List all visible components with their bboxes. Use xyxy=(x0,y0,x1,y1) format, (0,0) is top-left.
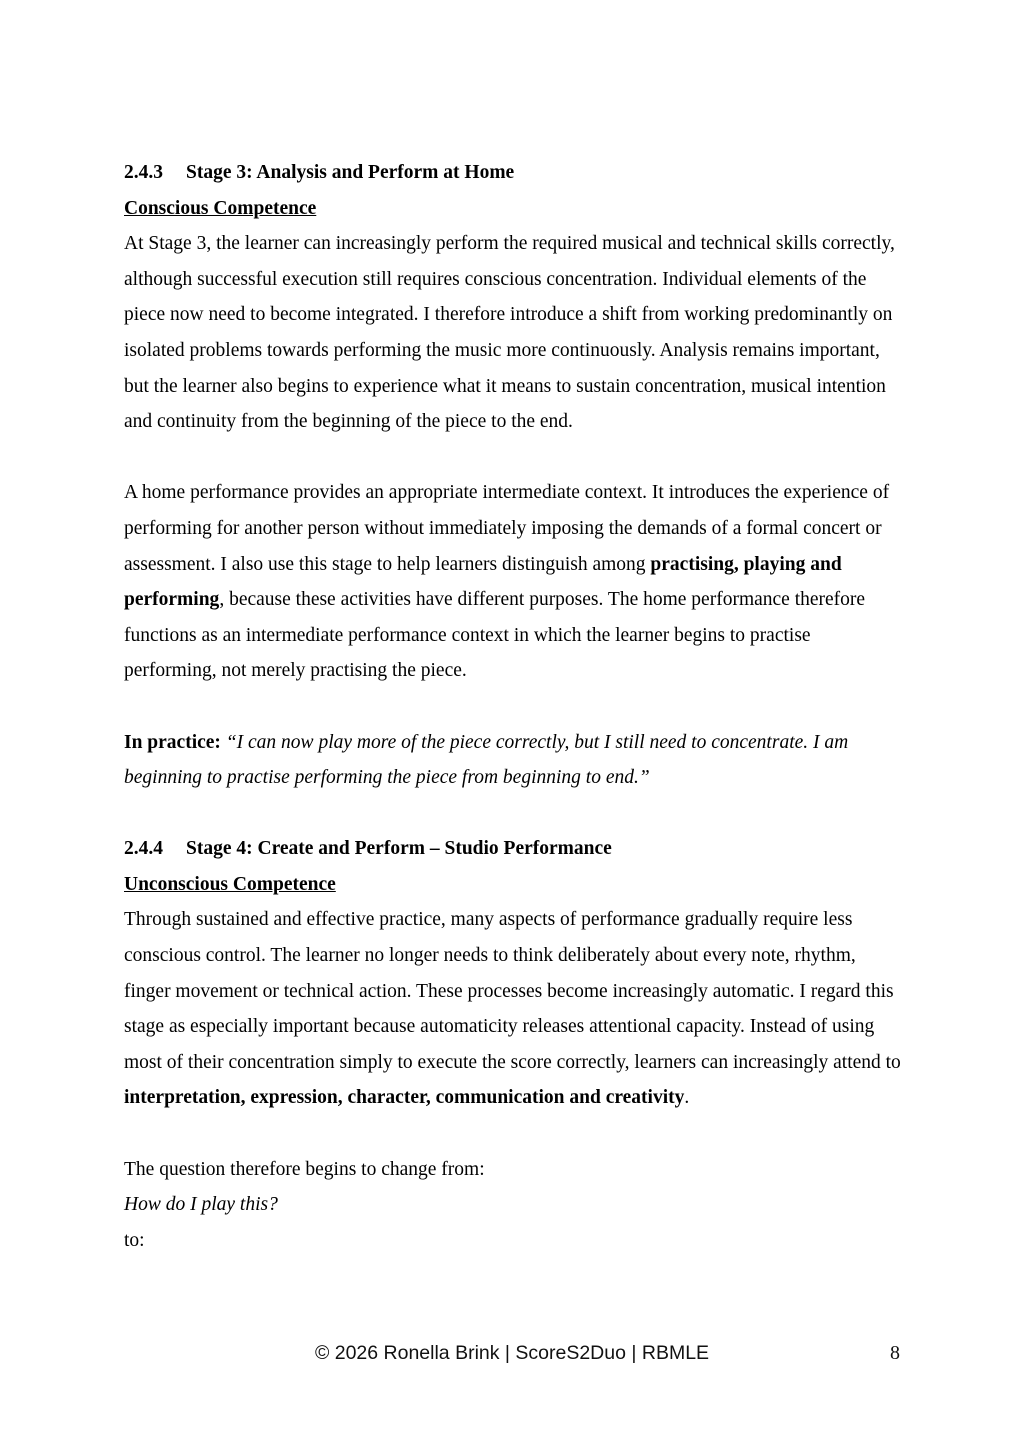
practice-label: In practice: xyxy=(124,731,221,753)
paragraph-gap xyxy=(124,689,904,725)
paragraph-home-performance xyxy=(124,475,904,689)
paragraph-stage3-intro: At Stage 3, the learner can increasingly perform the required musical and technical skills correctly, although successful execution still requires conscious concentration. Individual elements of the piece now need to become integrated. I therefore introduce a shift from working predominantly on isolated problems towards performing the music more continuously. Analysis remains important, but the learner also begins to experience what it means to sustain concentration, musical intention and continuity from the beginning of the piece to the end. xyxy=(124,233,895,433)
paragraph-text: Through sustained and effective practice, many aspects of performance gradually require less conscious control. The learner no longer needs to think deliberately about every note, rhythm, finger movement or technical action. These processes become increasingly automatic. I regard this stage as especially important because automaticity releases attentional capacity. Instead of using most of their concentration simply to execute the score correctly, learners can increasingly attend to xyxy=(124,909,901,1073)
question-italic: How do I play this? xyxy=(124,1194,278,1216)
paragraph-stage4-intro xyxy=(124,902,904,1116)
footer-copyright: © 2026 Ronella Brink | ScoreS2Duo | RBMLE xyxy=(314,1342,710,1364)
practice-quote: “I can now play more of the piece correctly, but I still need to concentrate. I am beginning to practise performing the piece from beginning to end.” xyxy=(124,731,849,789)
subheading-conscious-competence: Conscious Competence xyxy=(124,197,317,219)
paragraph-gap xyxy=(124,796,904,832)
document-body xyxy=(124,155,904,1258)
section-title: Stage 4: Create and Perform – Studio Performance xyxy=(186,838,612,860)
page-footer xyxy=(124,1338,900,1370)
section-title: Stage 3: Analysis and Perform at Home xyxy=(186,162,515,183)
bold-emphasis: interpretation, expression, character, communication and creativity xyxy=(124,1087,685,1109)
paragraph-gap xyxy=(124,1116,904,1152)
question-intro: The question therefore begins to change from: xyxy=(124,1158,485,1180)
paragraph-text: . xyxy=(684,1087,690,1109)
page-number: 8 xyxy=(890,1342,900,1364)
section-heading-2-4-3 xyxy=(124,155,904,191)
subheading-unconscious-competence: Unconscious Competence xyxy=(124,873,336,895)
section-number: 2.4.3 xyxy=(124,162,163,183)
paragraph-gap xyxy=(124,440,904,476)
section-number: 2.4.4 xyxy=(124,838,163,860)
section-heading-2-4-4 xyxy=(124,831,904,867)
bold-emphasis: practising, playing and performing xyxy=(124,553,842,611)
practice-quote-stage3 xyxy=(124,725,904,796)
paragraph-text: A home performance provides an appropriate intermediate context. It introduces the experience of performing for another person without immediately imposing the demands of a formal concert or assessment. I also use this stage to help learners distinguish among xyxy=(124,482,890,575)
question-to: to: xyxy=(124,1229,145,1251)
paragraph-text: , because these activities have different purposes. The home performance therefore functions as an intermediate performance context in which the learner begins to practise performing, not merely practising the piece. xyxy=(124,589,866,682)
